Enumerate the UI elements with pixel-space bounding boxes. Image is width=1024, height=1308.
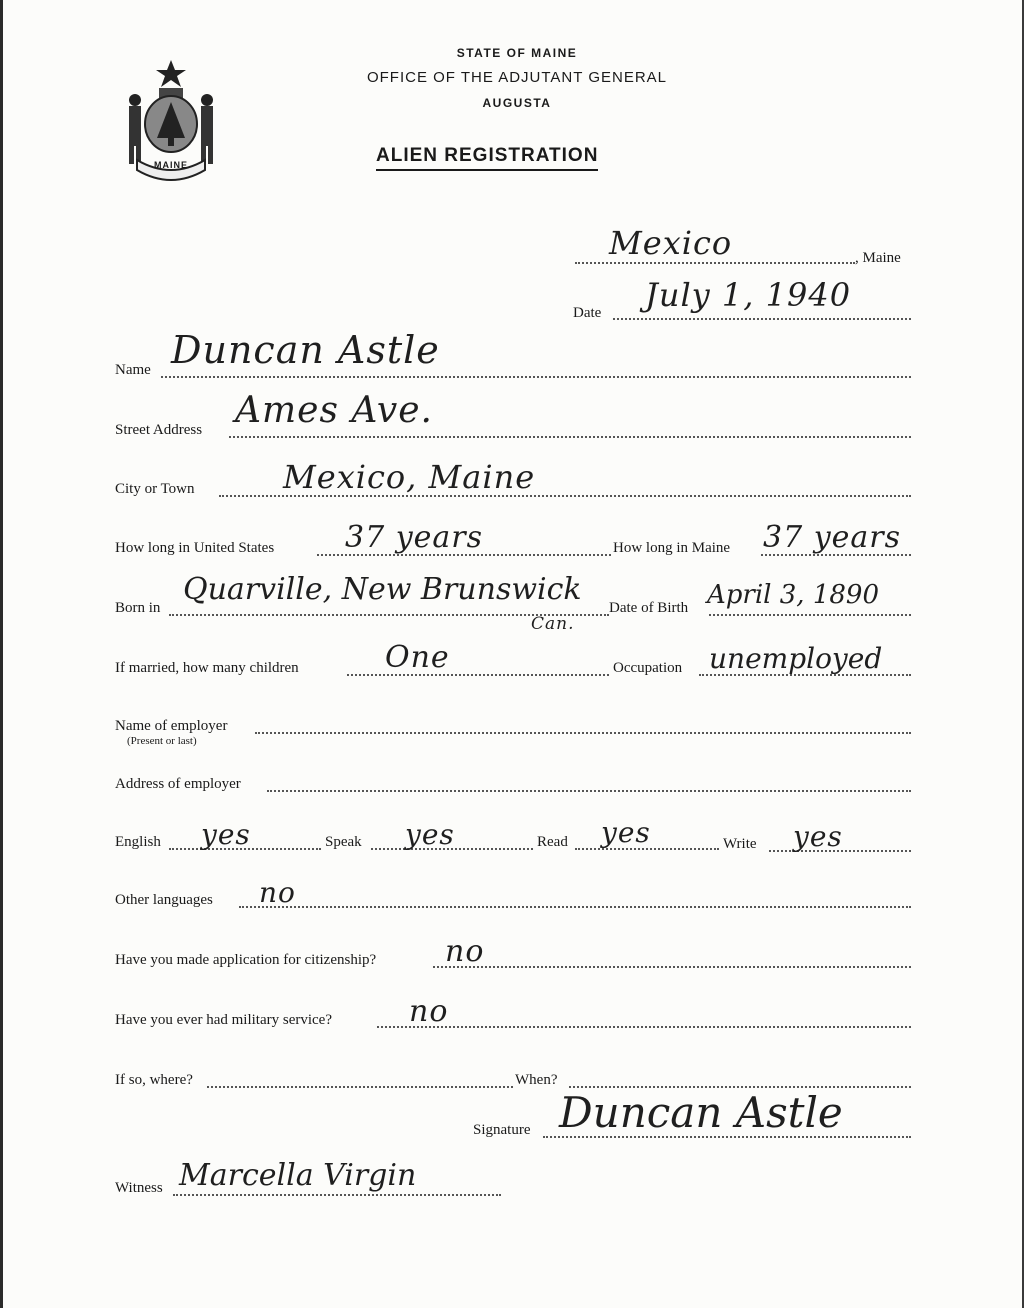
other-languages-line [239, 906, 911, 908]
born-in-value: Quarville, New Brunswick [183, 572, 582, 607]
form-title: ALIEN REGISTRATION [376, 145, 598, 171]
town-line [575, 262, 855, 264]
occupation-label: Occupation [613, 660, 683, 676]
town-suffix: , Maine [855, 250, 901, 266]
employer-label: Name of employer [115, 718, 228, 734]
how-long-us-label: How long in United States [115, 540, 275, 556]
date-of-birth-line [709, 614, 911, 616]
english-label: English [115, 834, 161, 850]
name-label: Name [115, 362, 151, 378]
date-line [613, 318, 911, 320]
military-value: no [409, 994, 449, 1029]
office-heading: OFFICE OF THE ADJUTANT GENERAL [366, 69, 668, 86]
speak-value: yes [405, 818, 455, 851]
name-value: Duncan Astle [171, 328, 440, 372]
employer-note: (Present or last) [127, 735, 197, 747]
date-value: July 1, 1940 [645, 276, 852, 314]
maine-seal-icon [115, 56, 227, 184]
other-languages-label: Other languages [115, 892, 213, 908]
read-value: yes [601, 816, 651, 849]
date-of-birth-label: Date of Birth [609, 600, 689, 616]
street-address-value: Ames Ave. [235, 390, 433, 431]
speak-label: Speak [325, 834, 362, 850]
children-label: If married, how many children [115, 660, 299, 676]
how-long-maine-label: How long in Maine [613, 540, 731, 556]
witness-label: Witness [115, 1180, 163, 1196]
write-label: Write [723, 836, 757, 852]
how-long-us-value: 37 years [345, 520, 484, 555]
military-label: Have you ever had military service? [115, 1012, 332, 1028]
state-heading: STATE OF MAINE [456, 46, 578, 60]
city-value: Mexico, Maine [283, 458, 536, 496]
born-in-label: Born in [115, 600, 161, 616]
how-long-maine-value: 37 years [763, 520, 902, 555]
other-languages-value: no [259, 876, 296, 909]
date-label: Date [573, 305, 602, 321]
seal-banner-text: MAINE [154, 160, 188, 170]
born-in-note: Can. [531, 614, 575, 634]
signature-label: Signature [473, 1122, 531, 1138]
occupation-value: unemployed [709, 642, 883, 675]
town-value: Mexico [609, 224, 733, 262]
witness-line [173, 1194, 501, 1196]
citizenship-label: Have you made application for citizenship? [115, 952, 377, 968]
military-line [377, 1026, 911, 1028]
signature-value: Duncan Astle [559, 1088, 843, 1137]
when-label: When? [515, 1072, 558, 1088]
name-line [161, 376, 911, 378]
citizenship-value: no [445, 934, 485, 969]
street-address-line [229, 436, 911, 438]
write-value: yes [793, 820, 843, 853]
date-of-birth-value: April 3, 1890 [707, 580, 879, 610]
read-label: Read [537, 834, 568, 850]
where-line [207, 1086, 513, 1088]
employer-address-label: Address of employer [115, 776, 241, 792]
street-address-label: Street Address [115, 422, 203, 438]
children-value: One [385, 640, 450, 675]
city-label: City or Town [115, 481, 195, 497]
witness-value: Marcella Virgin [179, 1158, 417, 1193]
where-label: If so, where? [115, 1072, 193, 1088]
citizenship-line [433, 966, 911, 968]
employer-line [255, 732, 911, 734]
english-value: yes [201, 818, 251, 851]
employer-address-line [267, 790, 911, 792]
city-heading: AUGUSTA [482, 96, 552, 110]
